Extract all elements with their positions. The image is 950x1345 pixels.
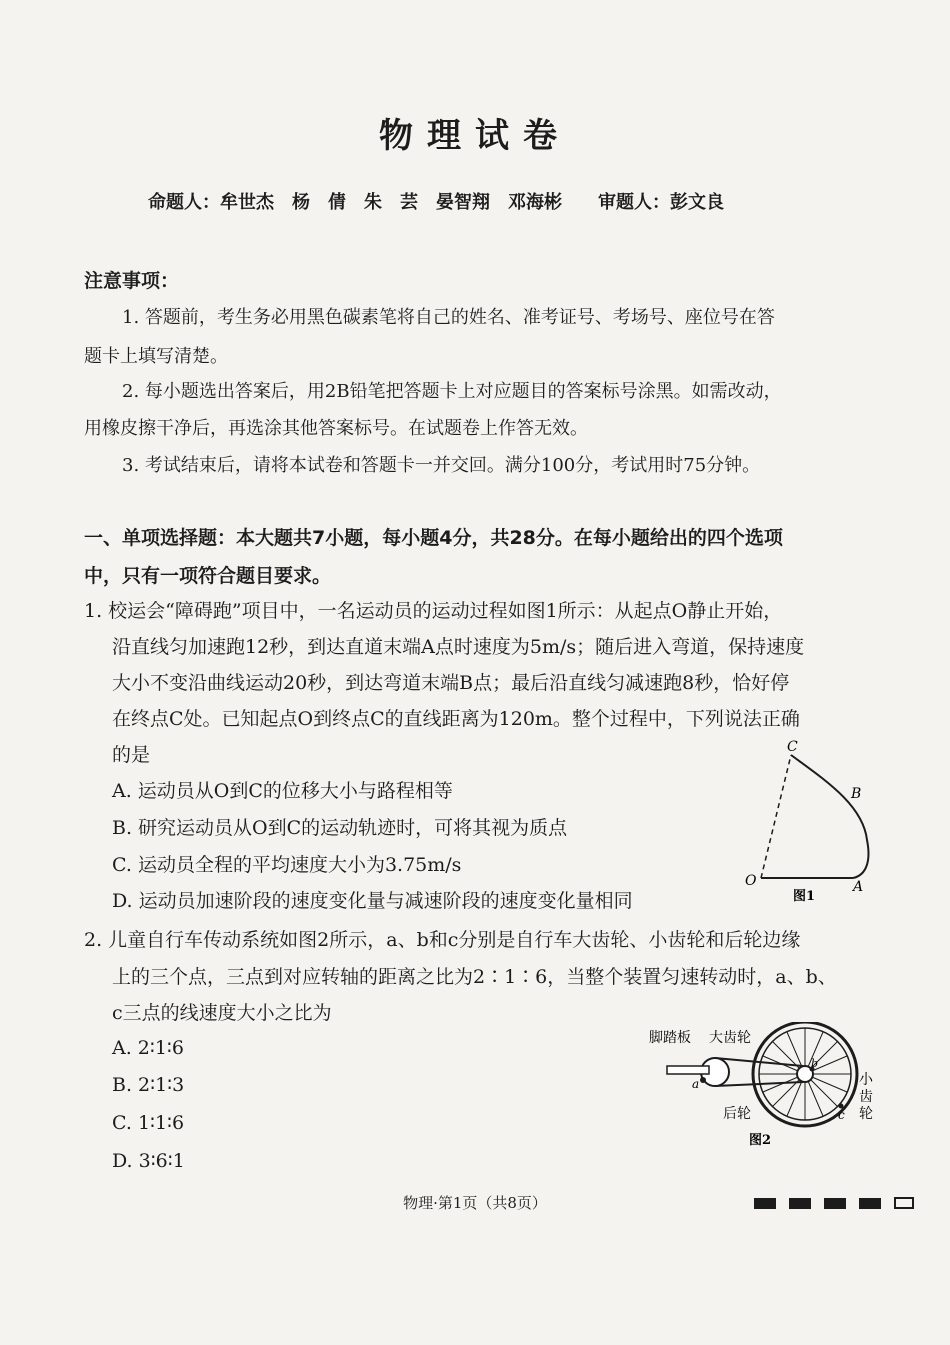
fig2-label-a: a — [692, 1077, 700, 1091]
fig2-small-gear-char-1: 小 — [859, 1072, 873, 1088]
q1-stem-5: 的是 — [112, 744, 151, 766]
marker-block-open — [894, 1197, 914, 1209]
figure-2-bicycle-drive — [645, 1022, 885, 1150]
marker-block — [824, 1198, 846, 1209]
q2-option-d: D. 3∶6∶1 — [112, 1150, 185, 1172]
chain-bottom — [715, 1082, 803, 1086]
setters-label: 命题人： — [148, 192, 220, 213]
q1-stem-4: 在终点C处。已知起点O到终点C的直线距离为120m。整个过程中，下列说法正确 — [112, 708, 800, 730]
fig1-caption: 图1 — [793, 889, 816, 904]
answer-sheet-marks — [754, 1194, 927, 1213]
reviewer-name: 彭文良 — [670, 192, 724, 213]
fig2-label-pedal: 脚踏板 — [649, 1030, 691, 1046]
figure-1-track-diagram — [735, 735, 885, 910]
reviewer-label: 审题人： — [598, 192, 670, 213]
authors-line — [148, 188, 724, 214]
fig2-label-c: c — [838, 1108, 845, 1122]
fig1-label-o: O — [745, 873, 757, 889]
fig2-label-small-gear — [859, 1072, 874, 1122]
fig2-label-big-gear: 大齿轮 — [709, 1030, 751, 1046]
notice-item-2a: 2. 每小题选出答案后，用2B铅笔把答题卡上对应题目的答案标号涂黑。如需改动， — [122, 381, 782, 402]
q2-option-a: A. 2∶1∶6 — [112, 1037, 184, 1059]
q2-stem-2: 上的三个点，三点到对应转轴的距离之比为2∶1∶6，当整个装置匀速转动时，a、b、 — [112, 966, 837, 988]
fig2-label-rear-wheel: 后轮 — [723, 1106, 751, 1122]
fig1-label-a: A — [853, 879, 864, 895]
section-heading-2: 中，只有一项符合题目要求。 — [84, 565, 332, 587]
displacement-oc-dashed — [761, 755, 791, 878]
q2-stem-3: c三点的线速度大小之比为 — [112, 1002, 332, 1024]
notice-item-3: 3. 考试结束后，请将本试卷和答题卡一并交回。满分100分，考试用时75分钟。 — [122, 455, 761, 476]
fig1-label-c: C — [787, 739, 798, 755]
q1-stem-3: 大小不变沿曲线运动20秒，到达弯道末端B点；最后沿直线匀减速跑8秒，恰好停 — [112, 672, 790, 694]
q1-option-d: D. 运动员加速阶段的速度变化量与减速阶段的速度变化量相同 — [112, 890, 633, 912]
q2-stem-1: 2. 儿童自行车传动系统如图2所示，a、b和c分别是自行车大齿轮、小齿轮和后轮边缘 — [84, 929, 801, 951]
section-heading-1: 一、单项选择题：本大题共7小题，每小题4分，共28分。在每小题给出的四个选项 — [84, 527, 783, 549]
q1-option-a: A. 运动员从O到C的位移大小与路程相等 — [112, 780, 453, 802]
point-a-marker — [700, 1077, 706, 1083]
fig2-small-gear-char-3: 轮 — [859, 1106, 873, 1122]
marker-block — [754, 1198, 776, 1209]
page-footer: 物理·第1页（共8页） — [403, 1194, 547, 1212]
q2-option-c: C. 1∶1∶6 — [112, 1112, 185, 1134]
notice-heading: 注意事项： — [84, 270, 180, 292]
marker-block — [789, 1198, 811, 1209]
fig2-small-gear-char-2: 齿 — [859, 1089, 873, 1105]
q1-stem-2: 沿直线匀加速跑12秒，到达直道末端A点时速度为5m/s；随后进入弯道，保持速度 — [112, 636, 805, 658]
setters-names: 牟世杰 杨 倩 朱 芸 晏智翔 邓海彬 — [220, 192, 562, 213]
q1-option-c: C. 运动员全程的平均速度大小为3.75m/s — [112, 854, 462, 876]
pedal-crank — [667, 1066, 709, 1074]
marker-block — [859, 1198, 881, 1209]
fig2-caption: 图2 — [749, 1133, 772, 1148]
page-title: 物理试卷 — [379, 116, 571, 156]
notice-item-2b: 用橡皮擦干净后，再选涂其他答案标号。在试题卷上作答无效。 — [84, 418, 588, 439]
q1-option-b: B. 研究运动员从O到C的运动轨迹时，可将其视为质点 — [112, 817, 568, 839]
q1-stem-1: 1. 校运会“障碍跑”项目中，一名运动员的运动过程如图1所示：从起点O静止开始， — [84, 600, 783, 622]
notice-item-1b: 题卡上填写清楚。 — [84, 346, 228, 367]
track-curve — [791, 755, 868, 878]
fig2-label-b: b — [811, 1057, 819, 1070]
q2-option-b: B. 2∶1∶3 — [112, 1074, 185, 1096]
notice-item-1a: 1. 答题前，考生务必用黑色碳素笔将自己的姓名、准考证号、考场号、座位号在答 — [122, 307, 775, 328]
fig1-label-b: B — [851, 786, 862, 802]
